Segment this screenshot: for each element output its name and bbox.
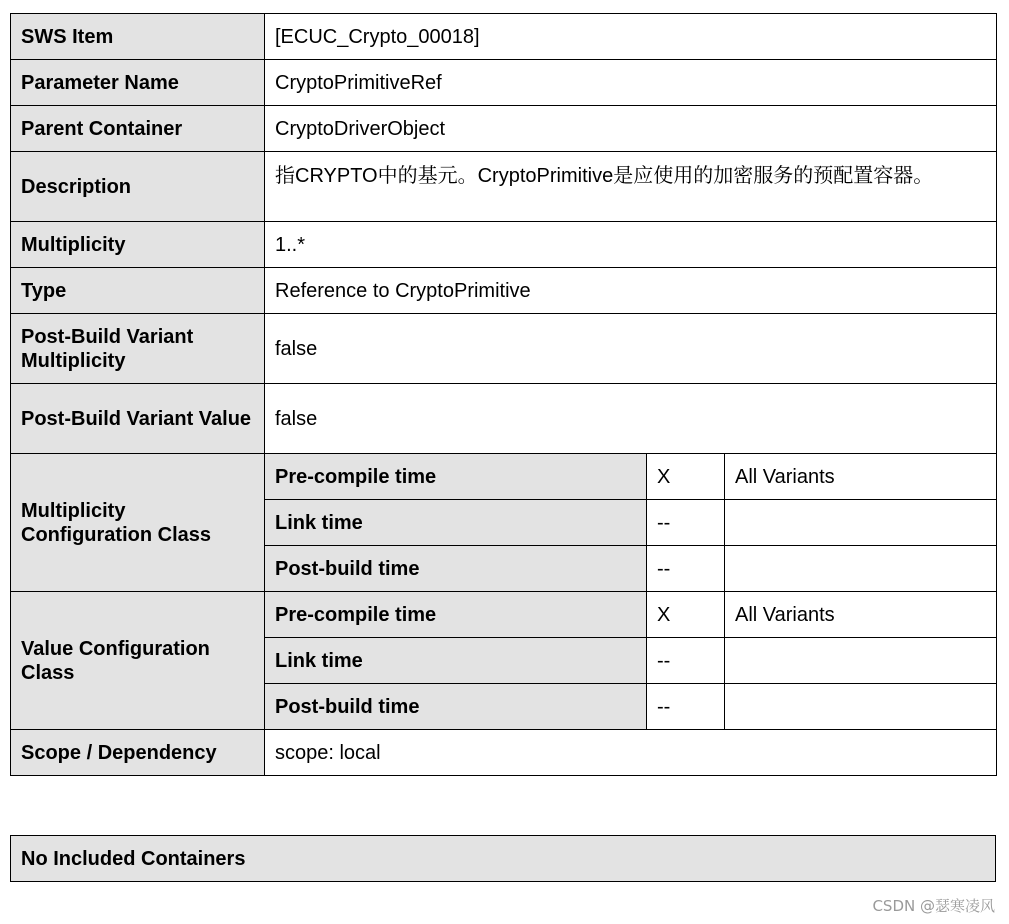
- parameter-name-label: Parameter Name: [11, 60, 265, 106]
- pbv-value-value: false: [265, 384, 997, 454]
- row-pbv-value: [11, 384, 997, 454]
- value-config-class-label: Value Configuration Class: [11, 592, 265, 730]
- sws-item-value: [ECUC_Crypto_00018]: [265, 14, 997, 60]
- row-scope: [11, 730, 997, 776]
- vcc-link-mark: --: [647, 638, 725, 684]
- vcc-postbuild-variants: [725, 684, 997, 730]
- scope-label: Scope / Dependency: [11, 730, 265, 776]
- multiplicity-label: Multiplicity: [11, 222, 265, 268]
- type-value: Reference to CryptoPrimitive: [265, 268, 997, 314]
- multiplicity-value: 1..*: [265, 222, 997, 268]
- row-pbv-multiplicity: [11, 314, 997, 384]
- vcc-precompile-variants: All Variants: [725, 592, 997, 638]
- mcc-postbuild-variants: [725, 546, 997, 592]
- row-description: [11, 152, 997, 222]
- row-type: [11, 268, 997, 314]
- type-label: Type: [11, 268, 265, 314]
- vcc-link-variants: [725, 638, 997, 684]
- vcc-precompile-time: Pre-compile time: [265, 592, 647, 638]
- watermark: CSDN @瑟寒凌风: [872, 897, 995, 915]
- parameter-name-value: CryptoPrimitiveRef: [265, 60, 997, 106]
- mcc-precompile-variants: All Variants: [725, 454, 997, 500]
- row-included-containers: [11, 836, 996, 882]
- mcc-postbuild-time: Post-build time: [265, 546, 647, 592]
- vcc-postbuild-mark: --: [647, 684, 725, 730]
- mcc-link-time: Link time: [265, 500, 647, 546]
- vcc-precompile-mark: X: [647, 592, 725, 638]
- pbv-multiplicity-value: false: [265, 314, 997, 384]
- multiplicity-config-class-label: Multiplicity Configuration Class: [11, 454, 265, 592]
- row-parent-container: [11, 106, 997, 152]
- pbv-multiplicity-label: Post-Build Variant Multiplicity: [11, 314, 265, 384]
- mcc-precompile-mark: X: [647, 454, 725, 500]
- description-value: 指CRYPTO中的基元。CryptoPrimitive是应使用的加密服务的预配置容器。: [265, 152, 997, 222]
- mcc-link-variants: [725, 500, 997, 546]
- parent-container-value: CryptoDriverObject: [265, 106, 997, 152]
- scope-value: scope: local: [265, 730, 997, 776]
- mcc-precompile-time: Pre-compile time: [265, 454, 647, 500]
- included-containers-table: [10, 835, 996, 882]
- vcc-postbuild-time: Post-build time: [265, 684, 647, 730]
- row-sws-item: [11, 14, 997, 60]
- mcc-postbuild-mark: --: [647, 546, 725, 592]
- parent-container-label: Parent Container: [11, 106, 265, 152]
- sws-item-label: SWS Item: [11, 14, 265, 60]
- row-multiplicity: [11, 222, 997, 268]
- pbv-value-label: Post-Build Variant Value: [11, 384, 265, 454]
- description-label: Description: [11, 152, 265, 222]
- row-mcc-precompile: [11, 454, 997, 500]
- row-parameter-name: [11, 60, 997, 106]
- mcc-link-mark: --: [647, 500, 725, 546]
- parameter-spec-table: [10, 13, 997, 776]
- vcc-link-time: Link time: [265, 638, 647, 684]
- row-vcc-precompile: [11, 592, 997, 638]
- included-containers-label: No Included Containers: [11, 836, 996, 882]
